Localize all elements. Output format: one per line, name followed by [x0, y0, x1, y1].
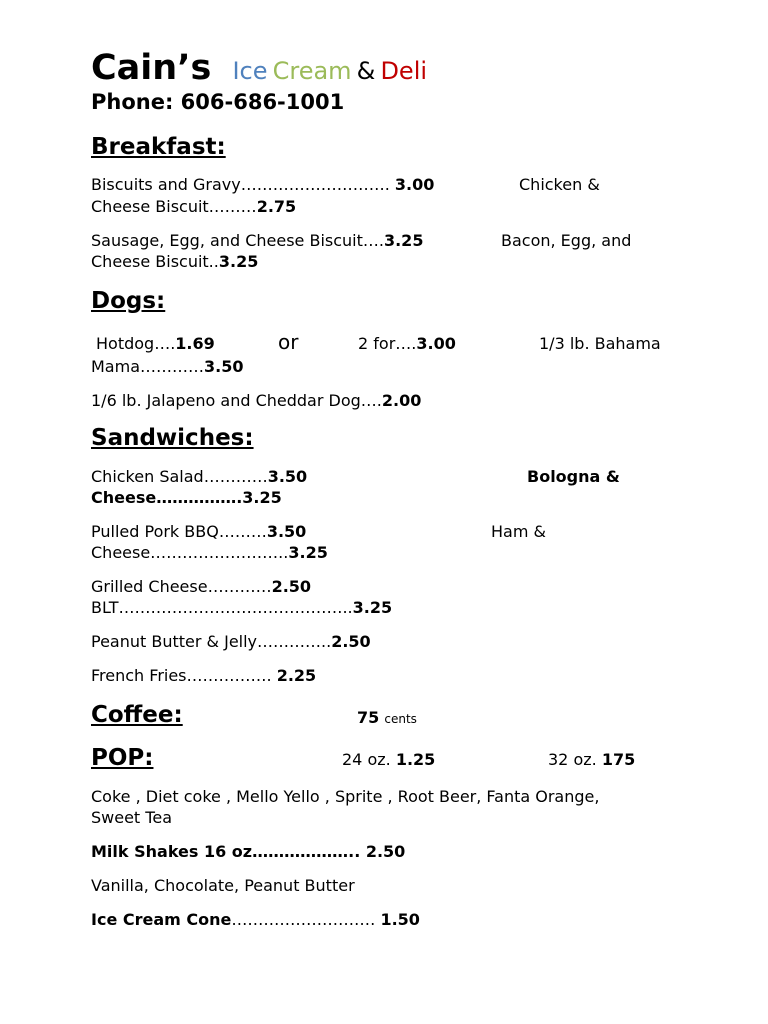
item-chicken-biscuit-cont: Cheese Biscuit……… [91, 197, 257, 216]
menu-line [91, 543, 328, 563]
item-blt: BLT…………………………………….. [91, 598, 353, 617]
price-grilled-cheese: 2.50 [271, 577, 312, 596]
price-pop-24oz: 1.25 [395, 750, 436, 769]
title-amp: & [356, 57, 376, 85]
coffee-price-line [357, 708, 417, 729]
pop-flavors: Coke , Diet coke , Mello Yello , Sprite , Root Beer, Fanta Orange, [91, 787, 600, 806]
pop-24oz: 24 oz. [342, 750, 396, 769]
menu-line [342, 750, 435, 770]
item-jalapeno-dog: 1/6 lb. Jalapeno and Cheddar Dog…. [91, 391, 382, 410]
coffee-unit: cents [384, 712, 417, 726]
menu-line [91, 910, 420, 930]
price-chicken-biscuit: 2.75 [256, 197, 297, 216]
menu-line [91, 175, 434, 195]
title-deli: Deli [380, 57, 428, 85]
price-biscuits-gravy: 3.00 [394, 175, 435, 194]
item-ice-cream-cone: Ice Cream Cone [91, 910, 232, 929]
item-chicken-biscuit: Chicken & [519, 175, 600, 194]
item-french-fries: French Fries……………. [91, 666, 277, 685]
item-pbj: Peanut Butter & Jelly………….. [91, 632, 332, 651]
coffee-price: 75 [357, 708, 380, 727]
item-sausage-biscuit: Sausage, Egg, and Cheese Biscuit…. [91, 231, 384, 250]
cone-dots: ……………………… [231, 910, 381, 929]
milk-shake-flavors: Vanilla, Chocolate, Peanut Butter [91, 876, 355, 895]
price-pop-32oz: 175 [601, 750, 636, 769]
item-bologna-cont: Cheese……………. [91, 488, 243, 507]
menu-line [91, 252, 258, 272]
title-cream: Cream [272, 57, 352, 85]
item-hotdog: Hotdog…. [96, 334, 176, 353]
menu-line [358, 334, 456, 354]
price-bologna: 3.25 [242, 488, 282, 507]
menu-line [91, 357, 243, 377]
pop-heading: POP: [91, 745, 154, 771]
menu-line [91, 231, 423, 251]
menu-line [91, 632, 371, 652]
menu-line [91, 488, 282, 508]
menu-line [91, 577, 311, 597]
price-pbj: 2.50 [331, 632, 371, 651]
price-chicken-salad: 3.50 [267, 467, 308, 486]
price-ham-cheese: 3.25 [288, 543, 328, 562]
price-hotdog: 1.69 [175, 334, 215, 353]
item-ham-cheese-cont: Cheese…………………….. [91, 543, 289, 562]
phone-number: Phone: 606-686-1001 [91, 90, 345, 114]
item-pulled-pork: Pulled Pork BBQ……… [91, 522, 267, 541]
item-bahama-cont: Mama………… [91, 357, 204, 376]
milk-shakes: Milk Shakes 16 oz……………….. 2.50 [91, 842, 406, 861]
item-bacon-biscuit: Bacon, Egg, and [501, 231, 632, 250]
item-bologna: Bologna & [527, 467, 620, 486]
menu-line [91, 522, 306, 542]
title-ice: Ice [232, 57, 268, 85]
price-jalapeno-dog: 2.00 [381, 391, 422, 410]
menu-line [91, 197, 296, 217]
item-grilled-cheese: Grilled Cheese………… [91, 577, 272, 596]
store-name: Cain’s [91, 48, 212, 88]
price-ice-cream-cone: 1.50 [380, 910, 420, 929]
price-pulled-pork: 3.50 [266, 522, 307, 541]
dogs-heading: Dogs: [91, 288, 166, 314]
price-bacon-biscuit: 3.25 [218, 252, 259, 271]
item-bacon-biscuit-cont: Cheese Biscuit.. [91, 252, 219, 271]
price-sausage-biscuit: 3.25 [383, 231, 424, 250]
price-bahama: 3.50 [204, 357, 244, 376]
pop-flavors-cont: Sweet Tea [91, 808, 172, 827]
menu-line [91, 391, 421, 411]
item-ham-cheese: Ham & [491, 522, 546, 541]
price-french-fries: 2.25 [276, 666, 317, 685]
menu-line [91, 666, 316, 686]
store-title [91, 48, 427, 88]
or-text: or [278, 330, 299, 354]
menu-line [96, 334, 215, 354]
pop-32oz: 32 oz. [548, 750, 602, 769]
price-two-for: 3.00 [416, 334, 456, 353]
menu-line [91, 598, 392, 618]
price-blt: 3.25 [352, 598, 393, 617]
menu-line [548, 750, 635, 770]
item-chicken-salad: Chicken Salad………… [91, 467, 268, 486]
menu-line [91, 467, 307, 487]
item-two-for: 2 for…. [358, 334, 417, 353]
sandwiches-heading: Sandwiches: [91, 425, 254, 451]
coffee-heading: Coffee: [91, 702, 183, 728]
item-bahama: 1/3 lb. Bahama [539, 334, 661, 353]
item-biscuits-gravy: Biscuits and Gravy………………………. [91, 175, 395, 194]
breakfast-heading: Breakfast: [91, 134, 226, 160]
